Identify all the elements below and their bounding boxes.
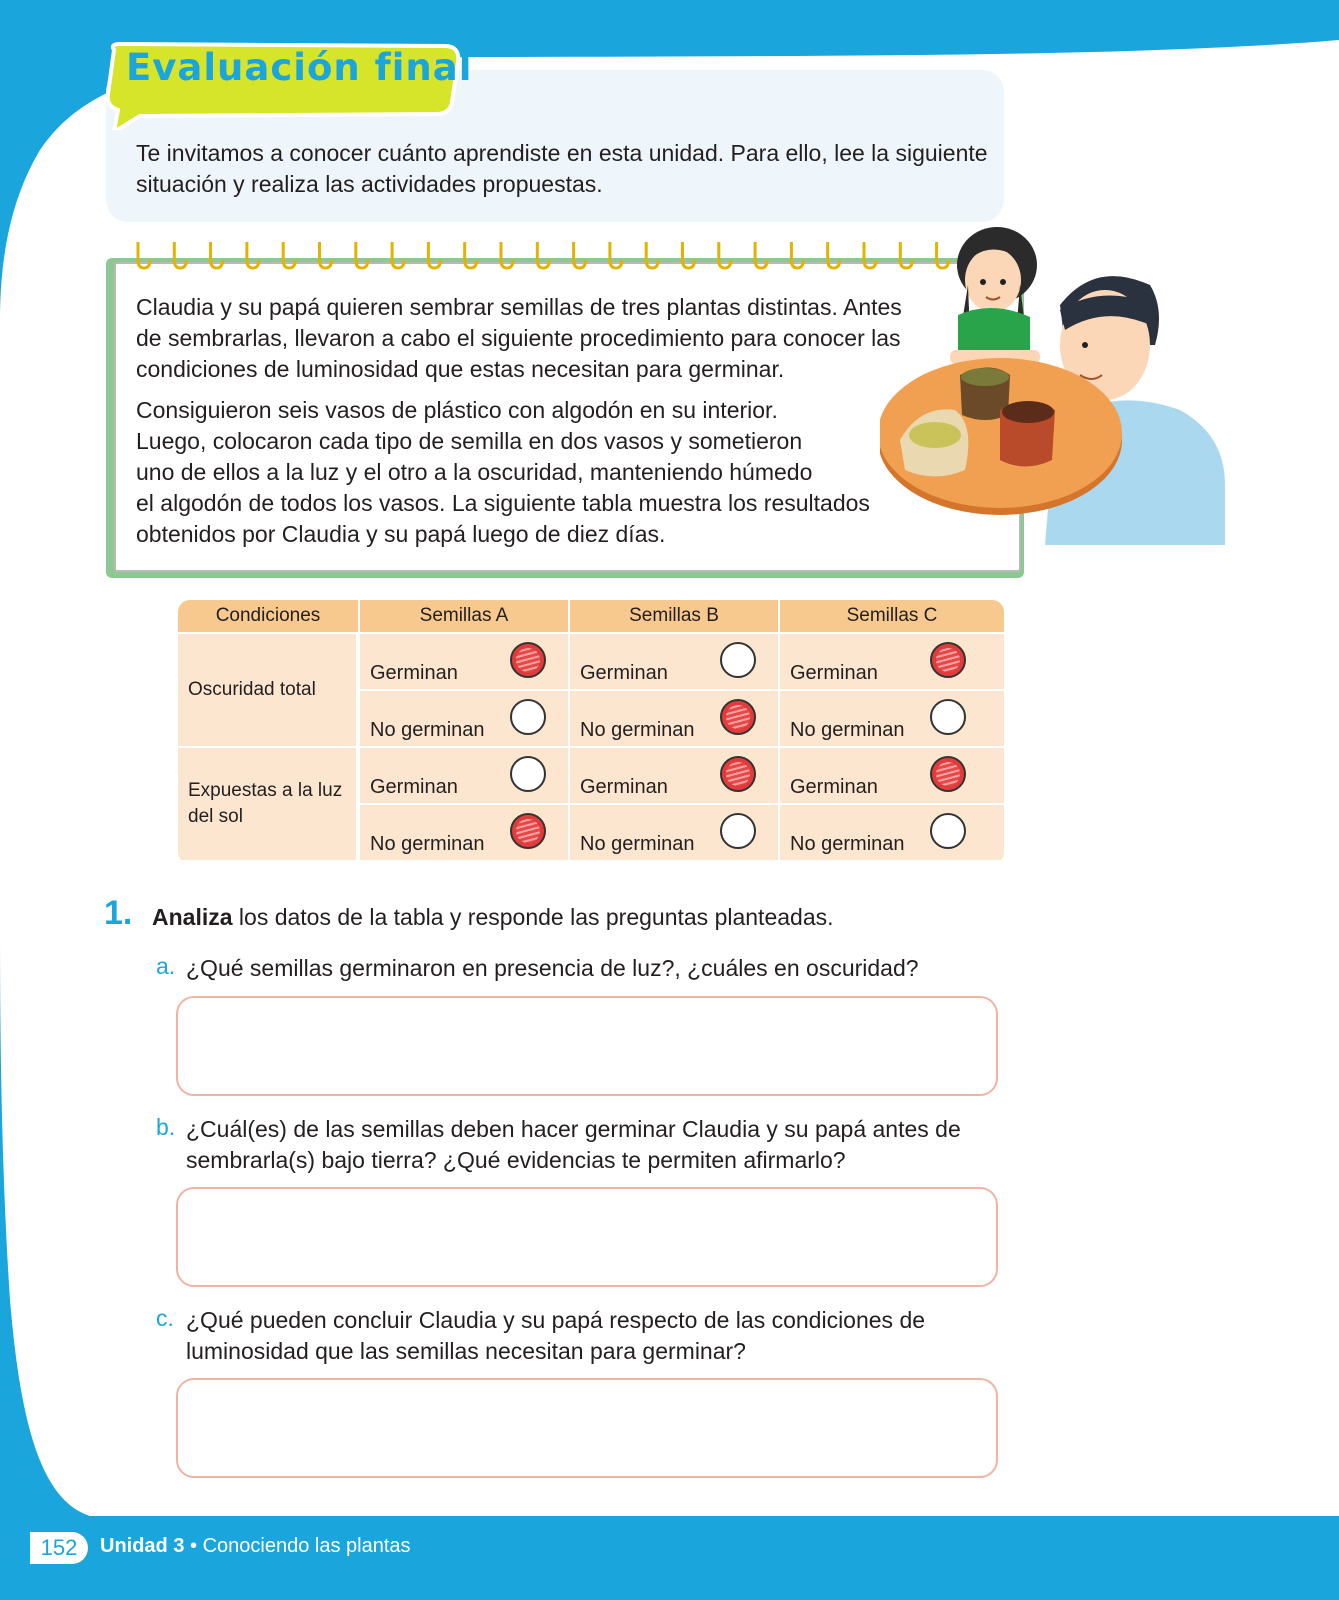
question-letter: a. [156, 953, 176, 979]
condition-cell: Expuestas a la luz del sol [178, 748, 356, 860]
notebook-ring [719, 242, 731, 268]
notebook-ring [283, 242, 295, 268]
table-header-cell: Semillas C [780, 600, 1004, 632]
option-label: Germinan [790, 776, 878, 798]
result-cell [360, 805, 568, 860]
condition-cell: Oscuridad total [178, 634, 356, 746]
question-line: ¿Cuál(es) de las semillas deben hacer germinar Claudia y su papá antes de [186, 1116, 961, 1142]
page-title: Evaluación final [126, 46, 473, 89]
question-letter: c. [156, 1305, 174, 1331]
notebook-ring [610, 242, 622, 268]
answer-box-a[interactable] [176, 996, 998, 1096]
notebook-paragraph-2 [136, 395, 916, 550]
marked-circle[interactable] [720, 756, 756, 792]
activity-number: 1. [104, 894, 133, 932]
result-cell [570, 748, 778, 803]
page-number: 152 [30, 1532, 88, 1564]
instruction-verb: Analiza [152, 904, 233, 930]
intro-line-1: Te invitamos a conocer cuánto aprendiste en esta unidad. Para ello, lee la siguiente [136, 140, 988, 166]
notebook-ring [828, 242, 840, 268]
option-label: Germinan [790, 662, 878, 684]
instruction-rest: los datos de la tabla y responde las preguntas planteadas. [232, 904, 834, 930]
notebook-ring [247, 242, 259, 268]
notebook-ring [320, 242, 332, 268]
result-cell [570, 691, 778, 746]
notebook-ring [138, 242, 150, 268]
notebook-ring [356, 242, 368, 268]
question-letter: b. [156, 1114, 176, 1140]
p2-line: uno de ellos a la luz y el otro a la oscuridad, manteniendo húmedo [136, 459, 813, 485]
p2-line: Consiguieron seis vasos de plástico con algodón en su interior. [136, 397, 778, 423]
notebook-paragraph-1 [136, 292, 916, 385]
empty-circle[interactable] [720, 813, 756, 849]
option-label: No germinan [790, 719, 905, 741]
empty-circle[interactable] [930, 699, 966, 735]
result-cell [360, 691, 568, 746]
notebook-ring [646, 242, 658, 268]
marked-circle[interactable] [930, 756, 966, 792]
unit-label: Unidad 3 [100, 1535, 185, 1557]
notebook-rings [132, 238, 987, 274]
notebook-ring [211, 242, 223, 268]
question-c [156, 1305, 174, 1332]
activity-instruction [152, 904, 834, 931]
question-c-text [186, 1305, 925, 1367]
result-cell [780, 748, 1004, 803]
unit-title: Conociendo las plantas [202, 1535, 411, 1557]
marked-circle[interactable] [510, 813, 546, 849]
notebook-ring [791, 242, 803, 268]
notebook-ring [428, 242, 440, 268]
notebook-ring [864, 242, 876, 268]
notebook-ring [501, 242, 513, 268]
empty-circle[interactable] [510, 756, 546, 792]
option-label: No germinan [580, 719, 695, 741]
question-a [156, 953, 175, 980]
p1-line: de sembrarlas, llevaron a cabo el siguiente procedimiento para conocer las [136, 325, 901, 351]
notebook-ring [755, 242, 767, 268]
option-label: No germinan [370, 719, 485, 741]
footer-unit [100, 1535, 411, 1558]
p1-line: condiciones de luminosidad que estas necesitan para germinar. [136, 356, 785, 382]
question-line: luminosidad que las semillas necesitan para germinar? [186, 1338, 746, 1364]
results-table [178, 600, 1004, 864]
empty-circle[interactable] [930, 813, 966, 849]
result-cell [360, 634, 568, 689]
result-cell [570, 805, 778, 860]
footer-separator: • [184, 1535, 203, 1557]
question-line: ¿Qué semillas germinaron en presencia de luz?, ¿cuáles en oscuridad? [186, 955, 919, 981]
notebook-ring [537, 242, 549, 268]
empty-circle[interactable] [510, 699, 546, 735]
option-label: Germinan [370, 662, 458, 684]
option-label: No germinan [790, 833, 905, 855]
notebook-ring [465, 242, 477, 268]
result-cell [360, 748, 568, 803]
question-a-text [186, 953, 919, 984]
option-label: No germinan [370, 833, 485, 855]
option-label: Germinan [580, 776, 668, 798]
result-cell [780, 691, 1004, 746]
question-line: ¿Qué pueden concluir Claudia y su papá respecto de las condiciones de [186, 1307, 926, 1333]
result-cell [570, 634, 778, 689]
table-header-cell: Semillas A [360, 600, 568, 632]
table-header-cell: Semillas B [570, 600, 778, 632]
option-label: Germinan [580, 662, 668, 684]
intro-line-2: situación y realiza las actividades propuestas. [136, 171, 603, 197]
marked-circle[interactable] [510, 642, 546, 678]
p1-line: Claudia y su papá quieren sembrar semillas de tres plantas distintas. Antes [136, 294, 902, 320]
notebook-ring [683, 242, 695, 268]
p2-line: Luego, colocaron cada tipo de semilla en dos vasos y sometieron [136, 428, 803, 454]
question-line: sembrarla(s) bajo tierra? ¿Qué evidencias te permiten afirmarlo? [186, 1147, 846, 1173]
result-cell [780, 805, 1004, 860]
answer-box-c[interactable] [176, 1378, 998, 1478]
question-b [156, 1114, 175, 1141]
table-header-cell: Condiciones [178, 600, 358, 632]
marked-circle[interactable] [720, 699, 756, 735]
intro-text [136, 138, 1004, 200]
answer-box-b[interactable] [176, 1187, 998, 1287]
empty-circle[interactable] [720, 642, 756, 678]
p2-line: obtenidos por Claudia y su papá luego de diez días. [136, 521, 666, 547]
notebook-ring [174, 242, 186, 268]
option-label: Germinan [370, 776, 458, 798]
notebook-ring [392, 242, 404, 268]
notebook-ring [574, 242, 586, 268]
result-cell [780, 634, 1004, 689]
p2-line: el algodón de todos los vasos. La siguiente tabla muestra los resultados [136, 490, 870, 516]
marked-circle[interactable] [930, 642, 966, 678]
family-illustration [880, 225, 1225, 545]
option-label: No germinan [580, 833, 695, 855]
question-b-text [186, 1114, 961, 1176]
